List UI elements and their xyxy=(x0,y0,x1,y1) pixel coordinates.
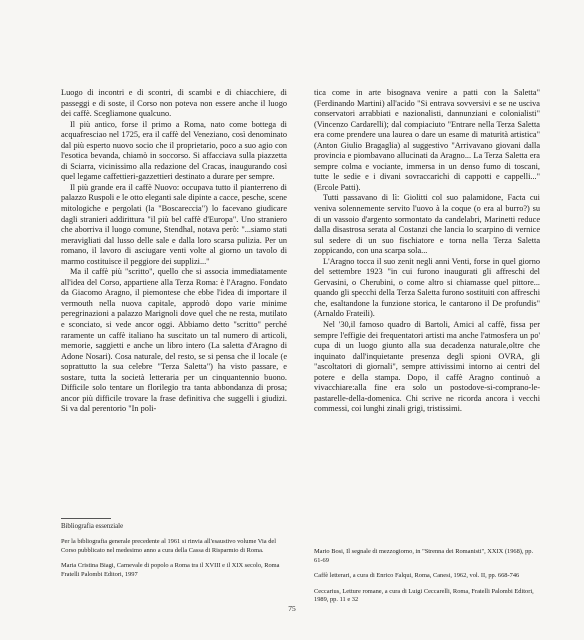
page-number: 75 xyxy=(288,604,296,613)
paragraph: Il più antico, forse il primo a Roma, nato come bottega di acquafresciao nel 1725, era il caffè del Veneziano, così denominato dal più esperto nuovo socio che il proprietario, poco a suo agio con l'esotica bevanda, chiamò in soccorso. Si affacciava sulla piazzetta di Sciarra, vicinissimo alla redazione del Cracas, inaugurando così quel legame caffettieri-gazzettieri destinato a durare per sempre. xyxy=(61,119,287,182)
paragraph: Ma il caffè più "scritto", quello che si associa immediatamente all'idea del Corso, appartiene alla Terza Roma: è l'Aragno. Fondato da Giacomo Aragno, il piemontese che ebbe l'idea di importare il vermouth nella nuova capitale, approdò dopo varie minime peregrinazioni a palazzo Marignoli dove quel che ne resta, mutilato e sconciato, si vede ancor oggi. Abbiamo detto "scritto" perché raramente un caffè italiano ha suscitato un tal numero di articoli, memorie, saggietti e anche un libro intero (La saletta d'Aragno di Adone Nosari). Cosa naturale, del resto, se si pensa che il locale (e soprattutto la sua celebre "Terza Saletta") ha visto passare, e sostare, tutta la società letteraria per un cinquantennio buono. Difficile solo tentare un florilegio tra tanta abbondanza di prosa; ancor più difficile trovare la frase definitiva che suggelli i giudizi. Si va dal perentorio "In poli- xyxy=(61,267,287,414)
bibliography-title: Bibliografia essenziale xyxy=(61,523,124,530)
paragraph: L'Aragno tocca il suo zenit negli anni Venti, forse in quel giorno del settembre 1923 "in cui furono inaugurati gli affreschi del Gervasini, o Cherubini, o come altro si chiamasse quel pittore... quando gli specchi della Terza Saletta furono sostituiti con affreschi che, esaltandone la funzione storica, le cantarono il De profundis" (Arnaldo Frateili). xyxy=(314,256,540,319)
paragraph: tica come in arte bisognava venire a patti con la Saletta" (Ferdinando Martini) all'acido "Si entrava sovversivi e se ne usciva conservatori arrabbiati e nazionalisti, dannunziani e colonialisti" (Vincenzo Cardarelli); dal compiaciuto "Entrare nella Terza Saletta era come prendere una laurea o dare un esame di maturità artistica" (Anton Giulio Bragaglia) al suggestivo "Arrivavano giovani dalla provincia e piombavano allucinati da Aragno... La Terza Saletta era sempre colma e vociante, immersa in un denso fumo di toscani, tutte le sedie e i divani sovraccarichi di cappotti e cappelli..." (Ercole Patti). xyxy=(314,88,540,192)
text-column-right xyxy=(314,88,540,415)
bibliography-right xyxy=(314,548,540,612)
bibliography-entry: Maria Cristina Biagi, Carnevale di popolo a Roma tra il XVIII e il XIX secolo, Roma Fratelli Palombi Editori, 1997 xyxy=(61,562,280,578)
bibliography-entry: Mario Bosi, Il segnale di mezzogiorno, in "Strenna dei Romanisti", XXIX (1968), pp. 61-69 xyxy=(314,548,534,564)
bibliography-left xyxy=(61,538,287,586)
paragraph: Nel '30,il famoso quadro di Bartoli, Amici al caffè, fissa per sempre l'effigie dei frequentatori artisti ma anche l'atmosfera un po' cupa di un luogo giunto alla sua decadenza naturale,oltre che inquinato dall'inquietante presenza degli spioni OVRA, gli "ascoltatori di giornali", sempre attivissimi intorno ai centri del potere e della stampa. Dopo, il caffè Aragno continuò a vivacchiare:alla fine era solo un postodove-si-comprano-le-pastarelle-della-domenica. Chi scrive ne ricorda ancora i vecchi commessi, coi lunghi zinali grigi, tristissimi. xyxy=(314,320,540,414)
bibliography-entry: Per la bibliografia generale precedente al 1961 si rinvia all'esaustivo volume Via del Corso pubblicato nel medesimo anno a cura della Cassa di Risparmio di Roma. xyxy=(61,538,277,554)
paragraph: Luogo di incontri e di scontri, di scambi e di chiacchiere, di passeggi e di soste, il Corso non poteva non essere anche il luogo dei caffè. Scegliamone qualcuno. xyxy=(61,88,287,119)
bibliography-entry: Caffè letterari, a cura di Enrico Falqui, Roma, Canesi, 1962, vol. II, pp. 668-746 xyxy=(314,572,520,580)
paragraph: Il più grande era il caffè Nuovo: occupava tutto il pianterreno di palazzo Ruspoli e le otto eleganti sale dipinte a cacce, pesche, scene mitologiche e pergolati (la "Boscareccia") lo facevano giudicare dagli stranieri addirittura "il più bel caffè d'Europa". Uno straniero che aborriva il luogo comune, Stendhal, notava però: "...siamo stati meravigliati dal lusso delle sale e dalla loro scarsa pulizia. Per un romano, il lavoro di asciugare venti volte al giorno un tavolo di marmo costituisce il peggiore dei supplizi..." xyxy=(61,182,287,266)
section-divider xyxy=(61,518,111,519)
paragraph: Tutti passavano di lì: Giolitti col suo palamidone, Facta cui veniva solennemente servito l'uovo à la coque (o era al burro?) su di un vassoio d'argento sormontato da candelabri, Marinetti reduce dalla disastrosa serata al Costanzi che lancia lo scarpino di vernice sul sedere di un suo fischiatore e torna nella Terza Saletta zoppicando, con una scarpa sola... xyxy=(314,193,540,256)
bibliography-entry: Ceccarius, Letture romane, a cura di Luigi Ceccarelli, Roma, Fratelli Palombi Editori, 1989, pp. 11 e 32 xyxy=(314,587,534,604)
text-column-left xyxy=(61,88,287,415)
